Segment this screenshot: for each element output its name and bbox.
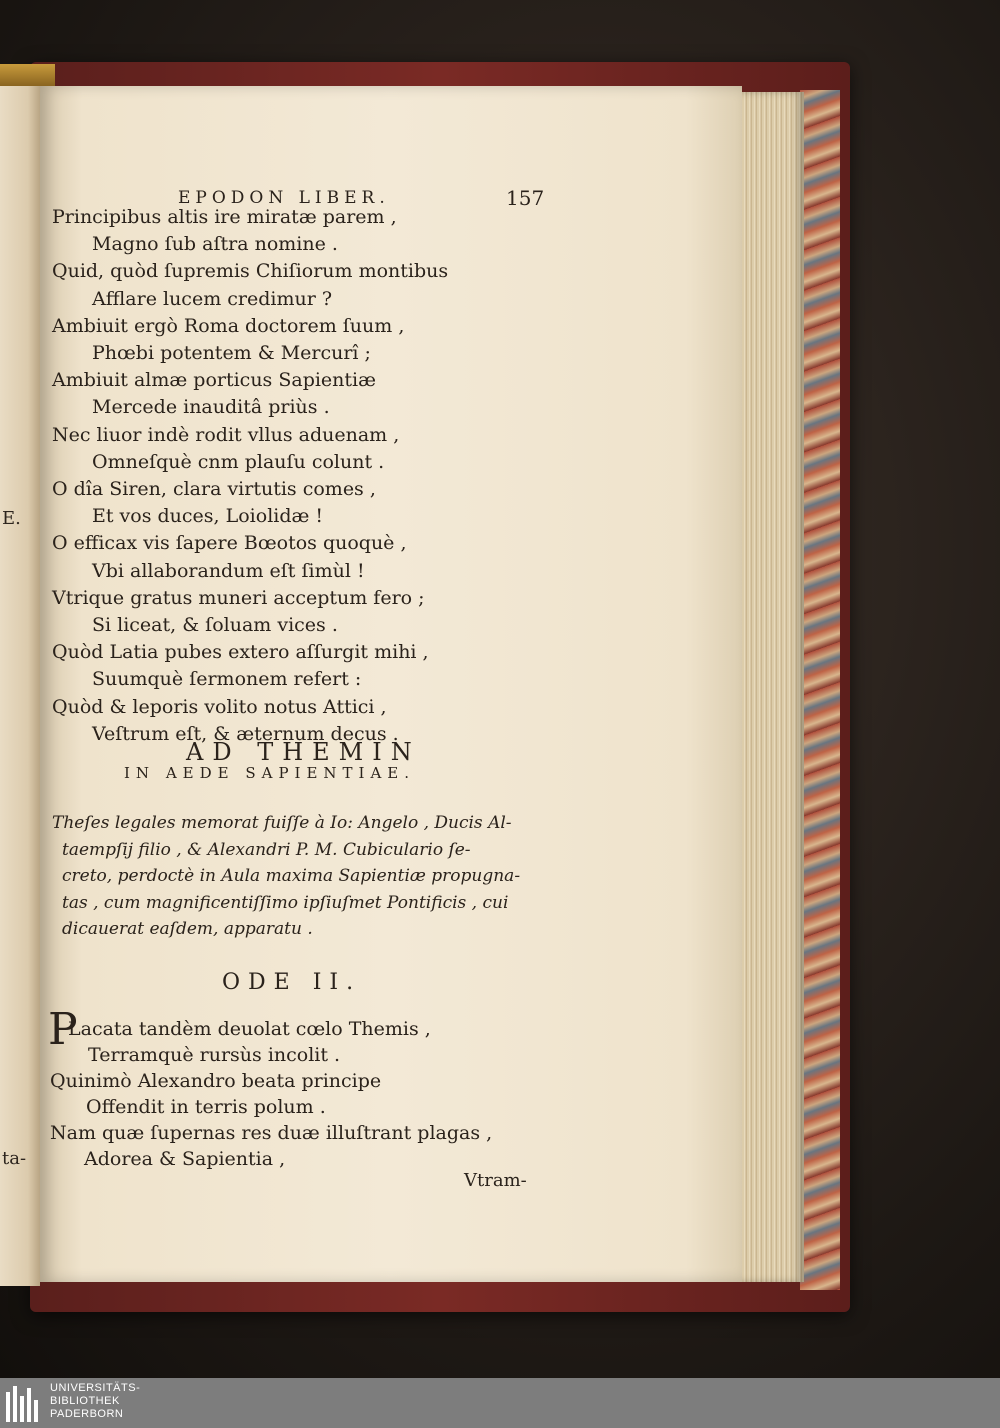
note-line: Theſes legales memorat fuiſſe à Io: Angelo , Ducis Al- [52,813,512,833]
verse-line: Veſtrum eſt, & æternum decus . [92,722,399,745]
catchword: Vtram- [464,1170,527,1191]
verse-line: Mercede inauditâ priùs . [92,396,330,419]
library-name-line: PADERBORN [50,1408,124,1420]
verse-line: Nec liuor indè rodit vllus aduenam , [52,423,400,446]
verse-line: Terramquè rursùs incolit . [88,1044,341,1066]
verse-line: Magno ſub aſtra nomine . [92,233,338,256]
verse-line: Vbi allaborandum eſt ſimùl ! [92,559,365,582]
library-footer [0,1378,1000,1428]
note-line: creto, perdoctè in Aula maxima Sapientiæ propugna- [62,866,521,886]
left-page-margin [0,0,40,1378]
note-line: tas , cum magnificentiſſimo ipſiuſmet Pontificis , cui [62,892,509,913]
verse-line: Ambiuit almæ porticus Sapientiæ [52,369,376,392]
page-number: 157 [506,186,545,210]
note-line: dicauerat eaſdem, apparatu . [62,919,313,939]
verse-line: Quinimò Alexandro beata principe [50,1070,382,1092]
running-head: EPODON LIBER. [178,188,390,208]
verse-line: Quòd & leporis volito notus Attici , [52,695,387,718]
drop-cap: P [48,1004,78,1055]
verse-line: O dîa Siren, clara virtutis comes , [52,478,376,500]
verse-line: Ambiuit ergò Roma doctorem ſuum , [52,314,405,337]
library-name-line: UNIVERSITÄTS- [50,1382,141,1394]
verse-line: Lacata tandèm deuolat cœlo Themis , [68,1018,431,1040]
verse-line: Vtrique gratus muneri acceptum fero ; [52,586,425,609]
verse-line: Offendit in terris polum . [86,1096,326,1118]
note-line: taempſij filio , & Alexandri P. M. Cubiculario ſe- [62,839,471,860]
verse-line: Si liceat, & ſoluam vices . [92,614,338,636]
poem-heading: AD THEMIN [186,738,421,766]
poem-subheading: IN AEDE SAPIENTIAE. [124,764,416,782]
library-name-line: BIBLIOTHEK [50,1395,120,1407]
verse-line: Suumquè ſermonem refert : [92,668,362,691]
verse-line: Principibus altis ire miratæ parem , [52,206,397,228]
left-margin-mark: E. [2,508,21,529]
verse-line: Adorea & Sapientia , [84,1148,286,1170]
verse-line: Nam quæ ſupernas res duæ illuſtrant plagas , [50,1122,493,1144]
verse-line: Afflare lucem credimur ? [92,287,333,310]
verse-line: Et vos duces, Loiolidæ ! [92,505,324,528]
verse-line: Omneſquè cnm plauſu colunt . [92,450,385,473]
verse-line: Quòd Latia pubes extero aſſurgit mihi , [52,641,429,664]
verse-line: O efficax vis ſapere Bœotos quoquè , [52,532,407,555]
library-logo-icon [6,1384,42,1422]
marbled-endpaper [800,90,840,1290]
library-name [50,1382,140,1421]
left-margin-mark: ta- [2,1148,27,1169]
verse-line: Quid, quòd ſupremis Chiſiorum montibus [52,260,449,283]
verse-line: Phœbi potentem & Mercurî ; [92,342,371,364]
ode-title: ODE II. [222,970,362,995]
page-block-edges [738,92,804,1282]
